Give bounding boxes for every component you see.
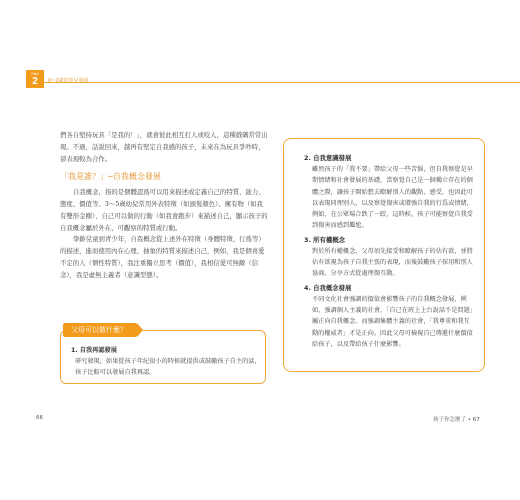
tip-heading: 1. 自我再認發展 <box>71 347 117 354</box>
intro-paragraph: 們各自堅持玩具「是我的！」，就會彼此相互打人或咬人，這種戲碼常常出現。不過，話說回來，越再有堅定自我感的孩子，未來在為玩具爭吵時，卻表現較為合作。 <box>60 131 268 163</box>
section-title: 「我是誰？」─自我概念發展 <box>60 172 161 182</box>
item-heading-2: 2. 自我意識發展 <box>304 154 352 162</box>
body-paragraph-2: 學齡兒童到青少年，自我概念從上述外在特徵（身體特徵、行爲等）的描述，進而使用內在心理、抽象的特質來描述自己，例如，我是個喜愛不定的人（個性特質），我注重獨立思考（價值），我相信愛可無敵（信念），我是虛無主義者（意識型態）。 <box>60 235 265 279</box>
right-info-box <box>283 138 485 372</box>
chapter-title: 0~2歲的幼兒發展 <box>48 78 89 84</box>
right-page-number: 孩子你怎麼了 • 67 <box>433 417 480 423</box>
item-heading-4: 4. 自我概念發展 <box>304 283 352 292</box>
part-number: 2 <box>32 76 38 87</box>
tip-body: 研究發現，如果從孩子年紀很小的時候就提供或鼓勵孩子自主的話，孩子比較可以發展自我再認。 <box>75 358 261 376</box>
item-body-3: 對於所有權概念，父母須先接受和瞭解孩子的佔有欲，並將佔有欲視為孩子自我主張的表現，而後鼓勵孩子採用和別人協商、分享方式從處理傷互動。 <box>312 247 473 278</box>
item-body-2: 雖然孩子的「我不要」帶給父母一些苦惱，但自我察覺是早期情緒和社會發展的基礎，當察覺自己是一個獨立存在的個體之際，讓孩子開始想去瞭解別人的觀點、感受，也因此可以表現同理別人，以及察覺傷害或增強自我的行爲或情緒，例如，在公眾場合跌了一跤，這時候，孩子可能察覺自我受到傷害而感到尷尬。 <box>312 166 473 230</box>
item-body-4: 不同文化社會強調的價值會影響孩子的自我概念發展，例如，強調個人主義的社會，「自己在班上上台說話不是問題」屬正向自我概念。而強調集體主義的社會，「我尊重和我互動的權威者」才是正向。因此父母可檢視自己傳遞什麼價值給孩子，以及帶給孩子什麼影響。 <box>312 295 473 348</box>
left-column <box>60 130 268 282</box>
left-page-number: 66 <box>36 415 43 421</box>
parent-tips-tag: 父母可以做什麼？ <box>63 323 137 337</box>
header-rule <box>40 82 520 83</box>
parent-tips-box <box>60 330 266 384</box>
item-heading-3: 3. 所有權概念 <box>304 235 346 244</box>
body-paragraph-1: 自我概念，指的是個體認爲可以用來描述或定義自己的特質、能力、態度、價值等。3～5歲幼兒常用外表特徵（如頭髮顏色）、擁有物（如我有雙形金剛）、自己可以做的行動（如我會跑步）來描述自己，顯示孩子的自我概念屬於外在、可觀察的特質或行動。 <box>60 188 268 232</box>
part-badge <box>26 70 44 88</box>
part-label: Part <box>31 71 39 76</box>
